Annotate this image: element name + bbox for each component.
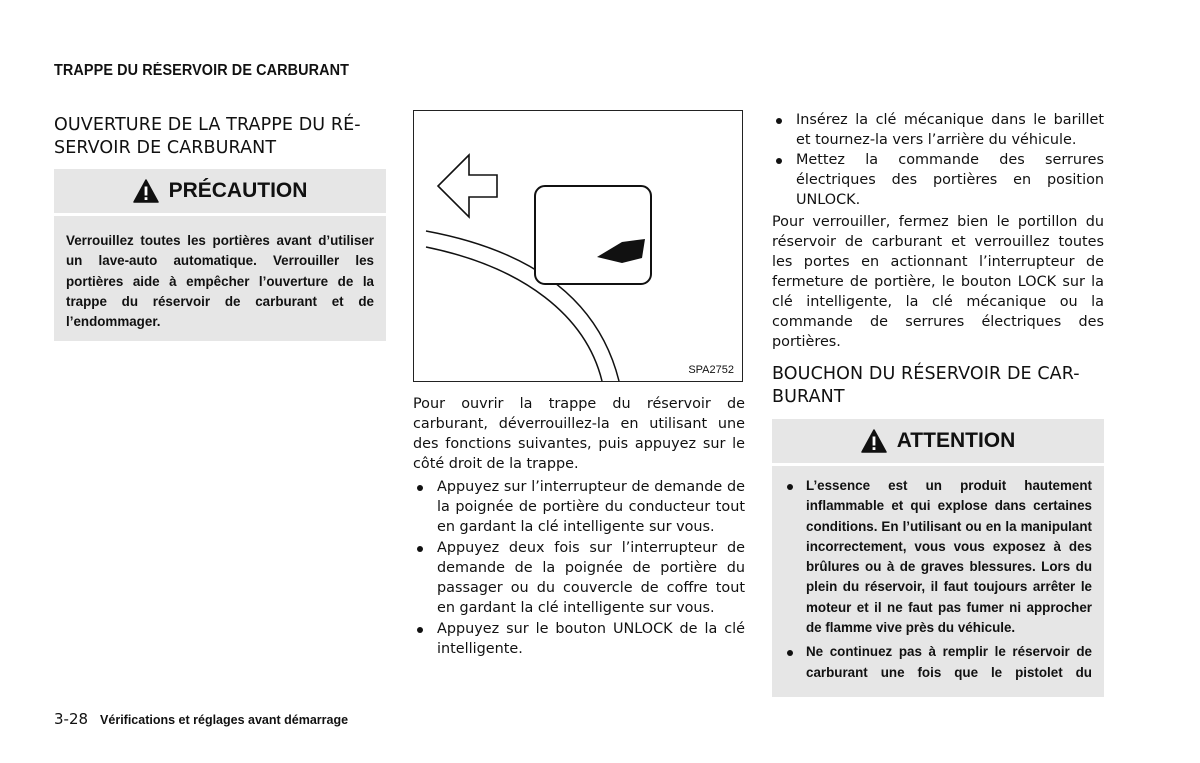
caution-box bbox=[54, 169, 386, 341]
figure-code: SPA2752 bbox=[688, 364, 734, 376]
middle-column bbox=[413, 110, 745, 659]
heading-line-1: BOUCHON DU RÉSERVOIR DE CAR- bbox=[772, 364, 1080, 384]
page-number: 3-28 bbox=[54, 710, 89, 728]
locking-paragraph: Pour verrouiller, fermez bien le portillon du réservoir de carburant et verrouillez toutes les portes en actionnant l’interrupteur de fermeture de portière, le bouton LOCK sur la clé intelligente, la clé mécanique ou la commande de serrures électriques des portières. bbox=[772, 214, 1104, 350]
caution-header bbox=[54, 169, 386, 213]
opening-methods-list bbox=[413, 477, 745, 659]
list-item: L’essence est un produit hautement inflammable et qui explose dans certaines conditions. En l’utilisant ou en la manipulant incorrectement, vous vous exposez à des brûlures ou à de graves blessures. Lors du plein du réservoir, il faut toujours arrêter le moteur et il ne faut pas fumer ni approcher de flamme vive près du véhicule. bbox=[772, 476, 1104, 638]
opening-intro: Pour ouvrir la trappe du réservoir de carburant, déverrouillez-la en utilisant une des fonctions suivantes, puis appuyez sur le côté droit de la trappe. bbox=[413, 396, 745, 472]
list-item: Appuyez deux fois sur l’interrupteur de demande de la poignée de portière du passager ou du couvercle de coffre tout en gardant la clé intelligente sur vous. bbox=[413, 538, 745, 618]
warning-icon bbox=[861, 429, 887, 453]
attention-header bbox=[772, 419, 1104, 463]
running-title: TRAPPE DU RÉSERVOIR DE CARBURANT bbox=[54, 62, 350, 79]
section-heading-fuel-cap bbox=[772, 363, 1104, 409]
caution-label: PRÉCAUTION bbox=[168, 179, 308, 202]
attention-box bbox=[772, 419, 1104, 697]
fuel-door-illustration bbox=[413, 110, 743, 382]
page-footer bbox=[54, 710, 348, 728]
attention-label: ATTENTION bbox=[896, 429, 1016, 452]
list-item: Mettez la commande des serrures électriques des portières en position UNLOCK. bbox=[772, 150, 1104, 210]
left-column bbox=[54, 114, 386, 341]
heading-line-2: BURANT bbox=[772, 387, 845, 407]
opening-methods-list-continued bbox=[772, 110, 1104, 210]
warning-icon bbox=[133, 179, 159, 203]
footer-section-title: Vérifications et réglages avant démarrage bbox=[100, 713, 349, 727]
attention-text bbox=[772, 466, 1104, 697]
right-column bbox=[772, 110, 1104, 697]
section-heading-opening bbox=[54, 114, 386, 160]
list-item: Ne continuez pas à remplir le réservoir de carburant une fois que le pistolet du bbox=[772, 642, 1104, 683]
arrow-left-icon bbox=[438, 155, 497, 217]
heading-line-2: SERVOIR DE CARBURANT bbox=[54, 138, 277, 158]
fuel-door-drawing bbox=[414, 111, 742, 381]
attention-list bbox=[772, 476, 1104, 683]
fuel-door-outline bbox=[535, 186, 651, 284]
list-item: Insérez la clé mécanique dans le barillet et tournez-la vers l’arrière du véhicule. bbox=[772, 110, 1104, 150]
list-item: Appuyez sur le bouton UNLOCK de la clé intelligente. bbox=[413, 619, 745, 659]
list-item: Appuyez sur l’interrupteur de demande de la poignée de portière du conducteur tout en gardant la clé intelligente sur vous. bbox=[413, 477, 745, 537]
caution-text: Verrouillez toutes les portières avant d’utiliser un lave-auto automatique. Verrouiller les portières aide à empêcher l’ouverture de la trappe du réservoir de carburant et de l’endommager. bbox=[54, 216, 386, 341]
heading-line-1: OUVERTURE DE LA TRAPPE DU RÉ- bbox=[54, 115, 361, 135]
